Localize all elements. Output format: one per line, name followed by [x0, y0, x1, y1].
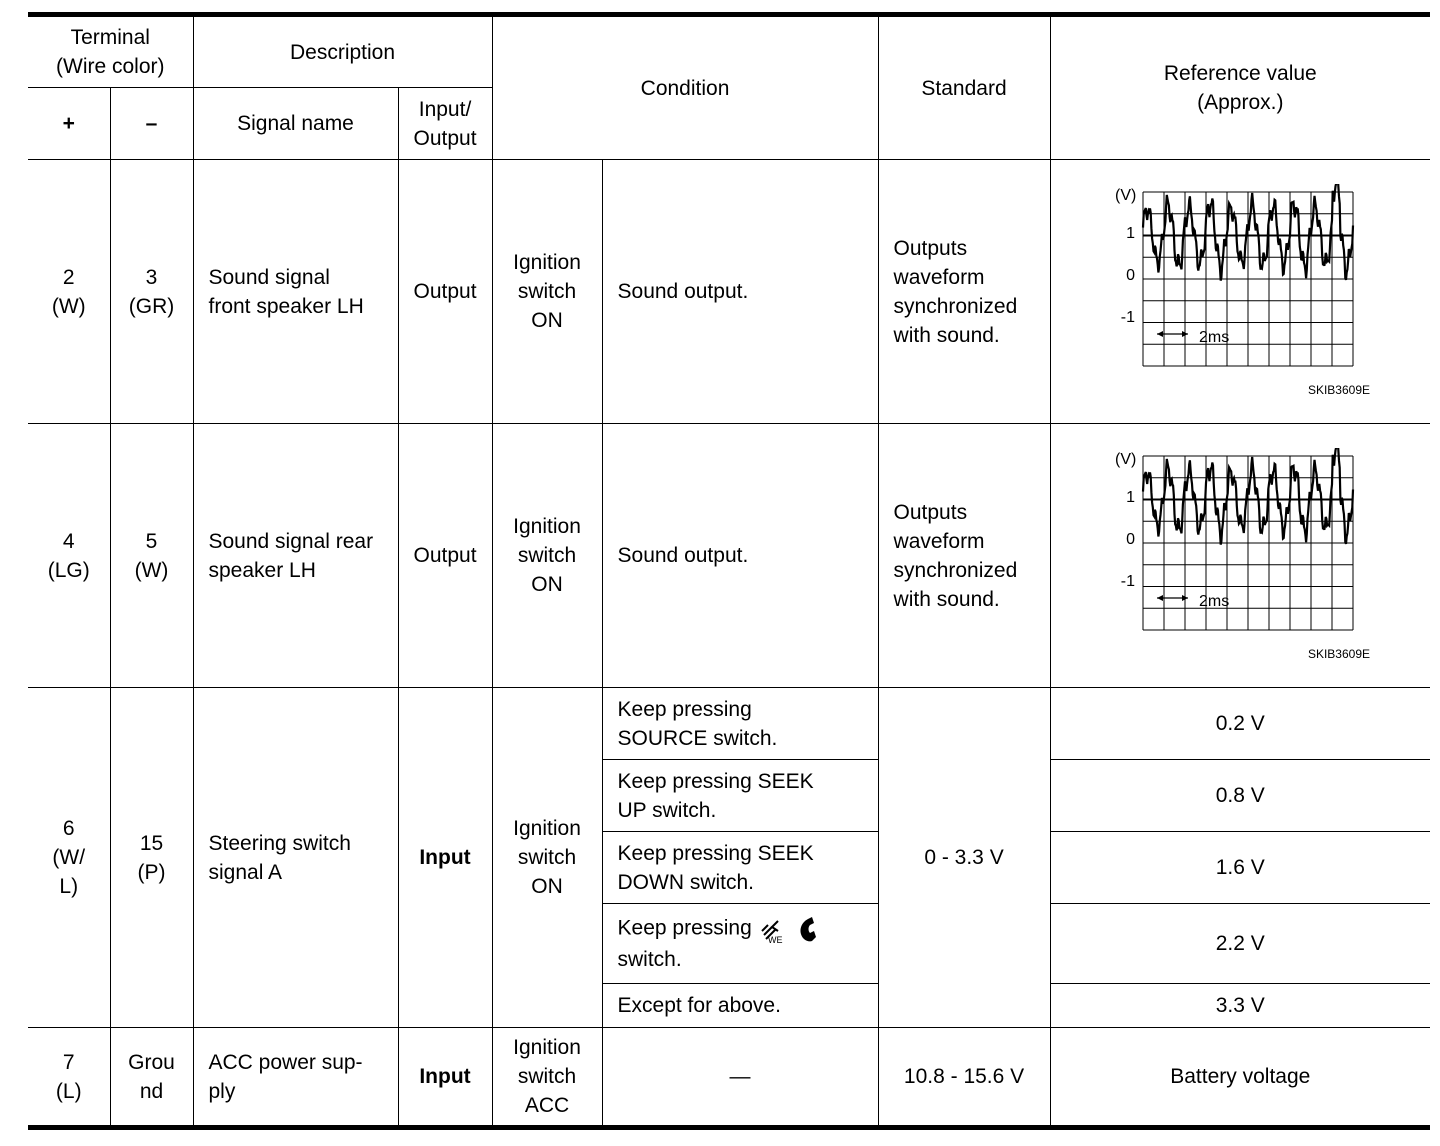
table-row — [28, 1028, 1430, 1128]
terminal-minus: 5 (W) — [110, 424, 193, 688]
header-terminal: Terminal (Wire color) — [28, 15, 193, 88]
table-row — [28, 688, 1430, 760]
header-reference: Reference value (Approx.) — [1050, 15, 1430, 160]
table-row — [28, 160, 1430, 424]
terminal-plus: 4 (LG) — [28, 424, 110, 688]
wave-unit-label: (V) — [1115, 451, 1137, 468]
header-signal-name: Signal name — [193, 88, 398, 160]
signal-name: Sound signal front speaker LH — [193, 160, 398, 424]
condition-text: Sound output. — [602, 424, 878, 688]
phone-icon — [800, 917, 815, 941]
table-row — [28, 424, 1430, 688]
wave-ym1-label: -1 — [1121, 573, 1136, 590]
ignition-switch: Ignition switch ACC — [492, 1028, 602, 1128]
io-value: Output — [398, 424, 492, 688]
reference-value: Battery voltage — [1050, 1028, 1430, 1128]
header-plus: + — [28, 88, 110, 160]
reference-waveform — [1050, 160, 1430, 424]
header-io: Input/ Output — [398, 88, 492, 160]
wave-y0-label: 0 — [1126, 531, 1136, 548]
voice-phone-icons — [758, 913, 826, 945]
voice-recognition-icon — [762, 921, 783, 945]
wave-y1-label: 1 — [1126, 489, 1136, 506]
condition-text: Except for above. — [602, 984, 878, 1028]
standard-value: 10.8 - 15.6 V — [878, 1028, 1050, 1128]
waveform-graph — [1105, 184, 1375, 399]
signal-name: Sound signal rear speaker LH — [193, 424, 398, 688]
terminal-spec-table — [28, 12, 1430, 1130]
condition-text — [602, 904, 878, 984]
waveform-graph — [1105, 448, 1375, 663]
wave-scale-label: 2ms — [1199, 329, 1230, 346]
figure-code: SKIB3609E — [1308, 647, 1371, 661]
reference-value: 1.6 V — [1050, 832, 1430, 904]
io-value: Output — [398, 160, 492, 424]
header-minus: – — [110, 88, 193, 160]
reference-value: 0.2 V — [1050, 688, 1430, 760]
header-standard: Standard — [878, 15, 1050, 160]
condition-text-before: Keep pressing — [617, 916, 752, 940]
condition-text: Sound output. — [602, 160, 878, 424]
wave-y0-label: 0 — [1126, 267, 1136, 284]
condition-text: Keep pressing SOURCE switch. — [602, 688, 878, 760]
condition-text: Keep pressing SEEK UP switch. — [602, 760, 878, 832]
condition-text: Keep pressing SEEK DOWN switch. — [602, 832, 878, 904]
header-condition: Condition — [492, 15, 878, 160]
terminal-plus: 2 (W) — [28, 160, 110, 424]
standard-value: 0 - 3.3 V — [878, 688, 1050, 1028]
standard-value: Outputs waveform synchronized with sound. — [878, 160, 1050, 424]
terminal-plus: 6 (W/ L) — [28, 688, 110, 1028]
terminal-minus: 15 (P) — [110, 688, 193, 1028]
wave-ym1-label: -1 — [1121, 309, 1136, 326]
wave-scale-label: 2ms — [1199, 593, 1230, 610]
standard-value: Outputs waveform synchronized with sound. — [878, 424, 1050, 688]
reference-value: 2.2 V — [1050, 904, 1430, 984]
wave-unit-label: (V) — [1115, 187, 1137, 204]
reference-waveform — [1050, 424, 1430, 688]
signal-name: Steering switch signal A — [193, 688, 398, 1028]
condition-text: — — [602, 1028, 878, 1128]
ignition-switch: Ignition switch ON — [492, 688, 602, 1028]
header-description: Description — [193, 15, 492, 88]
terminal-plus: 7 (L) — [28, 1028, 110, 1128]
terminal-minus: Grou nd — [110, 1028, 193, 1128]
condition-text-after: switch. — [617, 948, 682, 971]
svg-text:WE: WE — [767, 935, 783, 945]
ignition-switch: Ignition switch ON — [492, 160, 602, 424]
ignition-switch: Ignition switch ON — [492, 424, 602, 688]
reference-value: 0.8 V — [1050, 760, 1430, 832]
io-value: Input — [398, 688, 492, 1028]
io-value: Input — [398, 1028, 492, 1128]
figure-code: SKIB3609E — [1308, 383, 1371, 397]
reference-value: 3.3 V — [1050, 984, 1430, 1028]
terminal-minus: 3 (GR) — [110, 160, 193, 424]
signal-name: ACC power sup- ply — [193, 1028, 398, 1128]
wave-y1-label: 1 — [1126, 225, 1136, 242]
